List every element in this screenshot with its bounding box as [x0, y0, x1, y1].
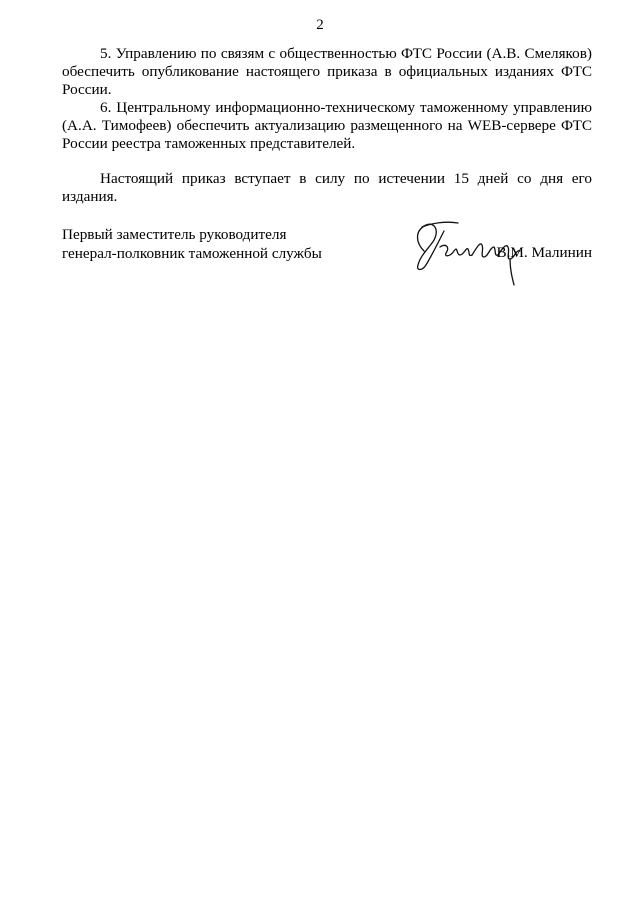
paragraph-item-5: 5. Управлению по связям с общественностью ФТС России (А.В. Смеляков) обеспечить опубликование настоящего приказа в официальных изданиях ФТС России. [62, 45, 592, 98]
signer-name: В.М. Малинин [496, 244, 592, 261]
document-body [62, 45, 592, 206]
signer-position: Первый заместитель руководителя [62, 226, 287, 243]
paragraph-item-6: 6. Центральному информационно-техническому таможенному управлению (А.А. Тимофеев) обеспечить актуализацию размещенного на WEB-сервере ФТС России реестра таможенных представителей. [62, 99, 592, 152]
signer-rank: генерал-полковник таможенной службы [62, 245, 322, 262]
effective-date-paragraph: Настоящий приказ вступает в силу по истечении 15 дней со дня его издания. [62, 170, 592, 205]
signature-block [62, 225, 592, 295]
signer-title [62, 225, 322, 263]
page-number: 2 [316, 17, 324, 33]
